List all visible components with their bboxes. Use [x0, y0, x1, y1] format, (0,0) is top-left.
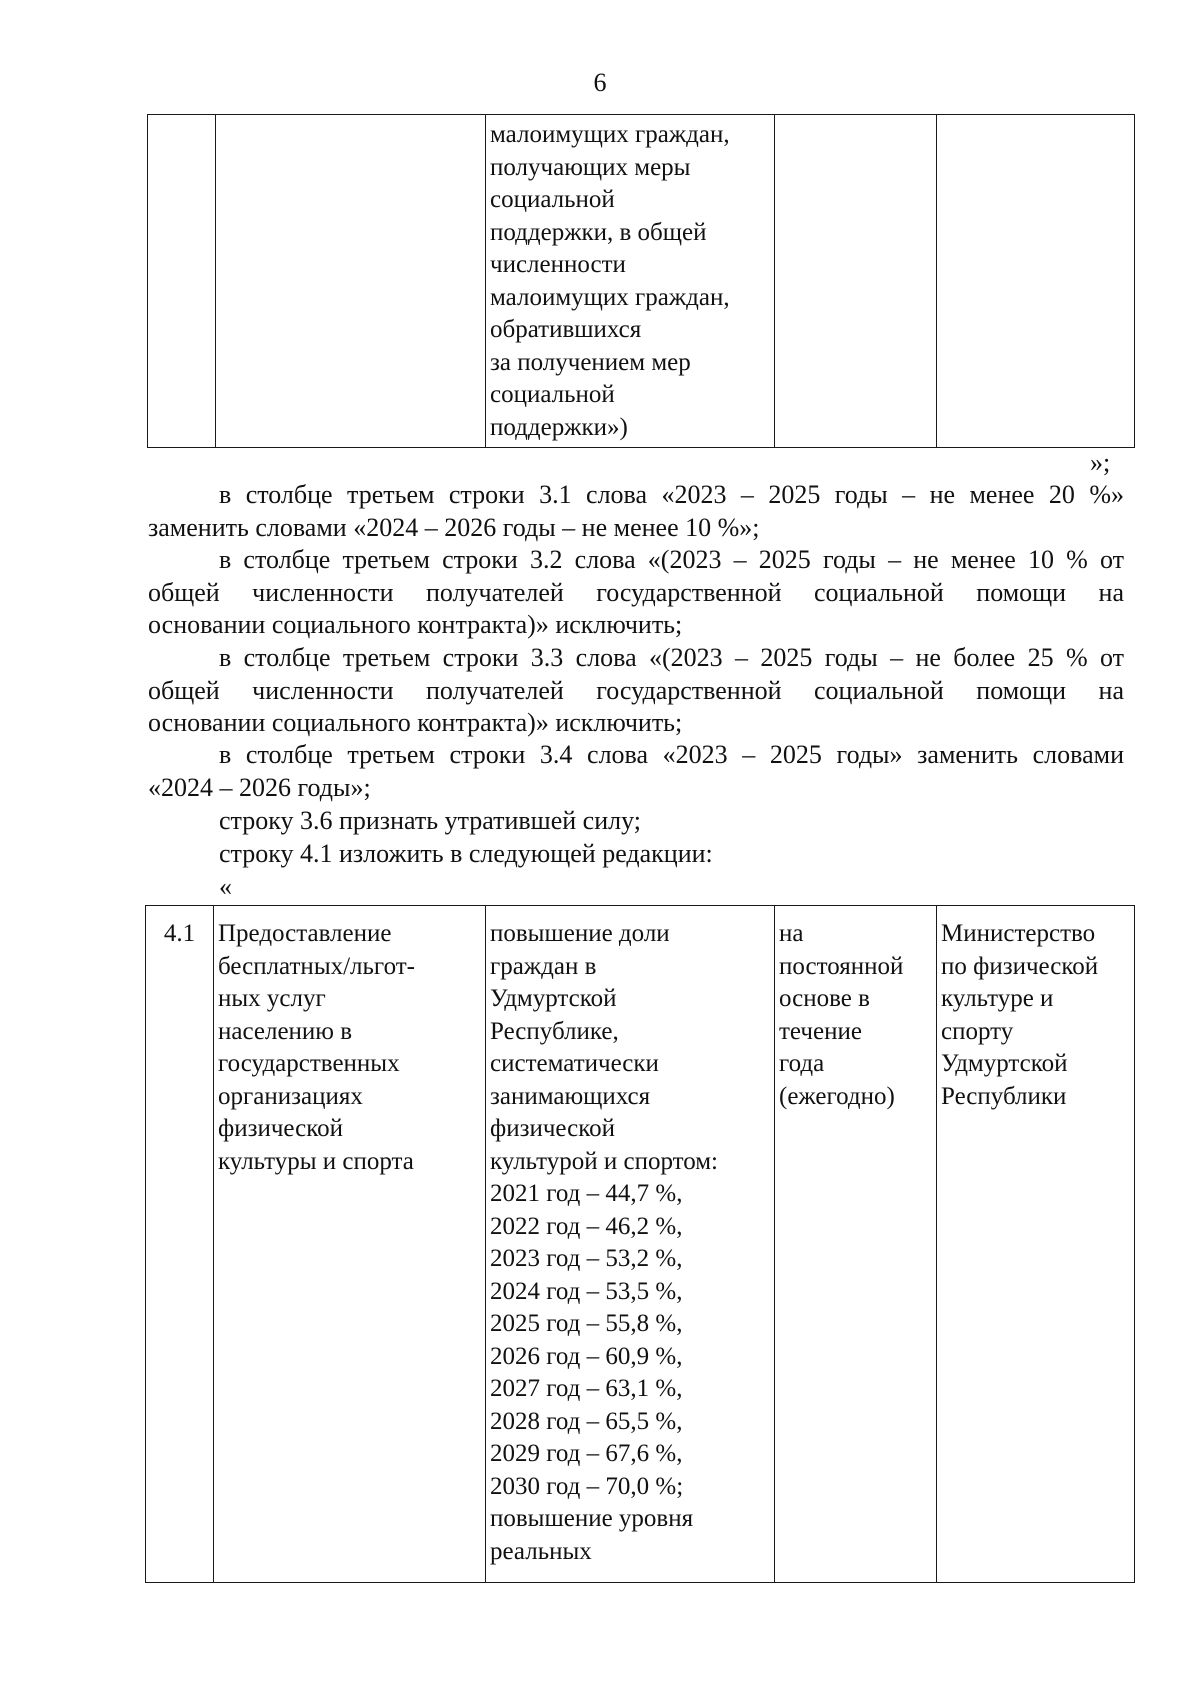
cell-line: (ежегодно): [779, 1082, 895, 1110]
paragraph: [148, 805, 1124, 838]
paragraph-line: в столбце третьем строки 3.4 слова «2023 – 2025 годы» заменить словами: [219, 740, 1124, 769]
paragraph-line: строку 4.1 изложить в следующей редакции:: [219, 839, 713, 868]
cell-line: численности: [490, 251, 626, 278]
closing-quote: »;: [1090, 448, 1111, 477]
cell-line: организациях: [218, 1082, 363, 1110]
cell-line: систематически: [490, 1050, 659, 1077]
top-table: [147, 114, 1135, 448]
paragraph-line: в столбце третьем строки 3.3 слова «(2023 – 2025 годы – не более 25 % от: [219, 643, 1124, 672]
cell-line: занимающихся: [490, 1082, 651, 1110]
table-row: [146, 906, 1135, 1583]
cell-line: бесплатных/льгот-: [218, 952, 415, 980]
paragraph: [148, 479, 1124, 544]
paragraph: [148, 838, 1124, 871]
cell-line: течение: [779, 1017, 862, 1045]
cell-line: 2022 год – 46,2 %,: [490, 1212, 683, 1240]
cell-line: 2024 год – 53,5 %,: [490, 1277, 683, 1305]
cell-line: Республике,: [490, 1017, 619, 1045]
paragraph-line: заменить словами «2024 – 2026 годы – не менее 10 %»;: [148, 512, 760, 542]
cell-line: 2028 год – 65,5 %,: [490, 1407, 683, 1435]
cell-line: культуре и: [941, 985, 1054, 1012]
cell-line: поддержки»): [490, 413, 628, 441]
cell-line: постоянной: [779, 952, 904, 980]
table-cell-name: [216, 115, 486, 448]
paragraph-line: строку 3.6 признать утратившей силу;: [219, 806, 641, 835]
opening-quote: «: [219, 872, 232, 901]
cell-line: культуры и спорта: [218, 1147, 414, 1175]
paragraph-line: общей численности получателей государственной социальной помощи на: [148, 675, 1124, 705]
cell-line: по физической: [941, 952, 1099, 980]
paragraph: [148, 544, 1124, 642]
paragraph-line: в столбце третьем строки 3.2 слова «(2023 – 2025 годы – не менее 10 % от: [219, 545, 1124, 574]
table-cell-number: [148, 115, 216, 448]
table-cell-executor: [937, 115, 1135, 448]
table-cell-period: [775, 906, 937, 1583]
table-cell-period: [775, 115, 937, 448]
cell-line: получающих меры: [490, 153, 691, 181]
cell-line: года: [779, 1050, 825, 1077]
cell-line: Республики: [941, 1082, 1067, 1110]
cell-line: физической: [490, 1115, 615, 1142]
paragraph-line: «2024 – 2026 годы»;: [148, 772, 371, 802]
cell-line: спорту: [941, 1017, 1014, 1045]
cell-line: повышение доли: [490, 920, 670, 947]
cell-line: государственных: [218, 1050, 400, 1077]
table-cell-executor: [937, 906, 1135, 1583]
cell-line: реальных: [490, 1537, 592, 1565]
cell-line: 2021 год – 44,7 %,: [490, 1180, 683, 1207]
cell-line: обратившихся: [490, 316, 642, 343]
cell-line: социальной: [490, 186, 615, 213]
cell-line: Удмуртской: [490, 985, 617, 1012]
cell-line: 2029 год – 67,6 %,: [490, 1440, 683, 1467]
cell-line: Предоставление: [218, 920, 392, 947]
cell-line: Министерство: [941, 920, 1096, 947]
table-cell-indicator: [486, 906, 775, 1583]
paragraph-line: основании социального контракта)» исключить;: [148, 610, 683, 639]
table-cell-number: 4.1: [146, 906, 214, 1583]
cell-line: социальной: [490, 381, 615, 408]
cell-line: малоимущих граждан,: [490, 121, 730, 148]
cell-line: повышение уровня: [490, 1505, 694, 1532]
table-cell-name: [214, 906, 486, 1583]
table-cell-indicator: [486, 115, 775, 448]
cell-line: 2027 год – 63,1 %,: [490, 1375, 683, 1402]
cell-line: ных услуг: [218, 985, 326, 1012]
cell-line: культурой и спортом:: [490, 1147, 719, 1175]
cell-line: основе в: [779, 985, 870, 1012]
paragraph-line: в столбце третьем строки 3.1 слова «2023 – 2025 годы – не менее 20 %»: [219, 480, 1124, 509]
paragraph: [148, 642, 1124, 740]
paragraph-line: общей численности получателей государственной социальной помощи на: [148, 577, 1124, 607]
cell-line: за получением мер: [490, 348, 691, 376]
cell-line: 2026 год – 60,9 %,: [490, 1342, 683, 1370]
cell-line: населению в: [218, 1017, 353, 1045]
cell-line: поддержки, в общей: [490, 218, 707, 246]
cell-line: 2030 год – 70,0 %;: [490, 1472, 684, 1500]
cell-line: 2025 год – 55,8 %,: [490, 1310, 683, 1337]
cell-line: Удмуртской: [941, 1050, 1068, 1077]
paragraph-line: основании социального контракта)» исключить;: [148, 708, 683, 737]
page-number: 6: [593, 68, 607, 97]
paragraph: [148, 739, 1124, 804]
cell-line: физической: [218, 1115, 343, 1142]
cell-line: на: [779, 920, 804, 947]
cell-line: граждан в: [490, 952, 597, 980]
cell-line: малоимущих граждан,: [490, 283, 730, 311]
table-row: [148, 115, 1135, 448]
bottom-table: [145, 905, 1135, 1583]
cell-line: 2023 год – 53,2 %,: [490, 1245, 683, 1272]
